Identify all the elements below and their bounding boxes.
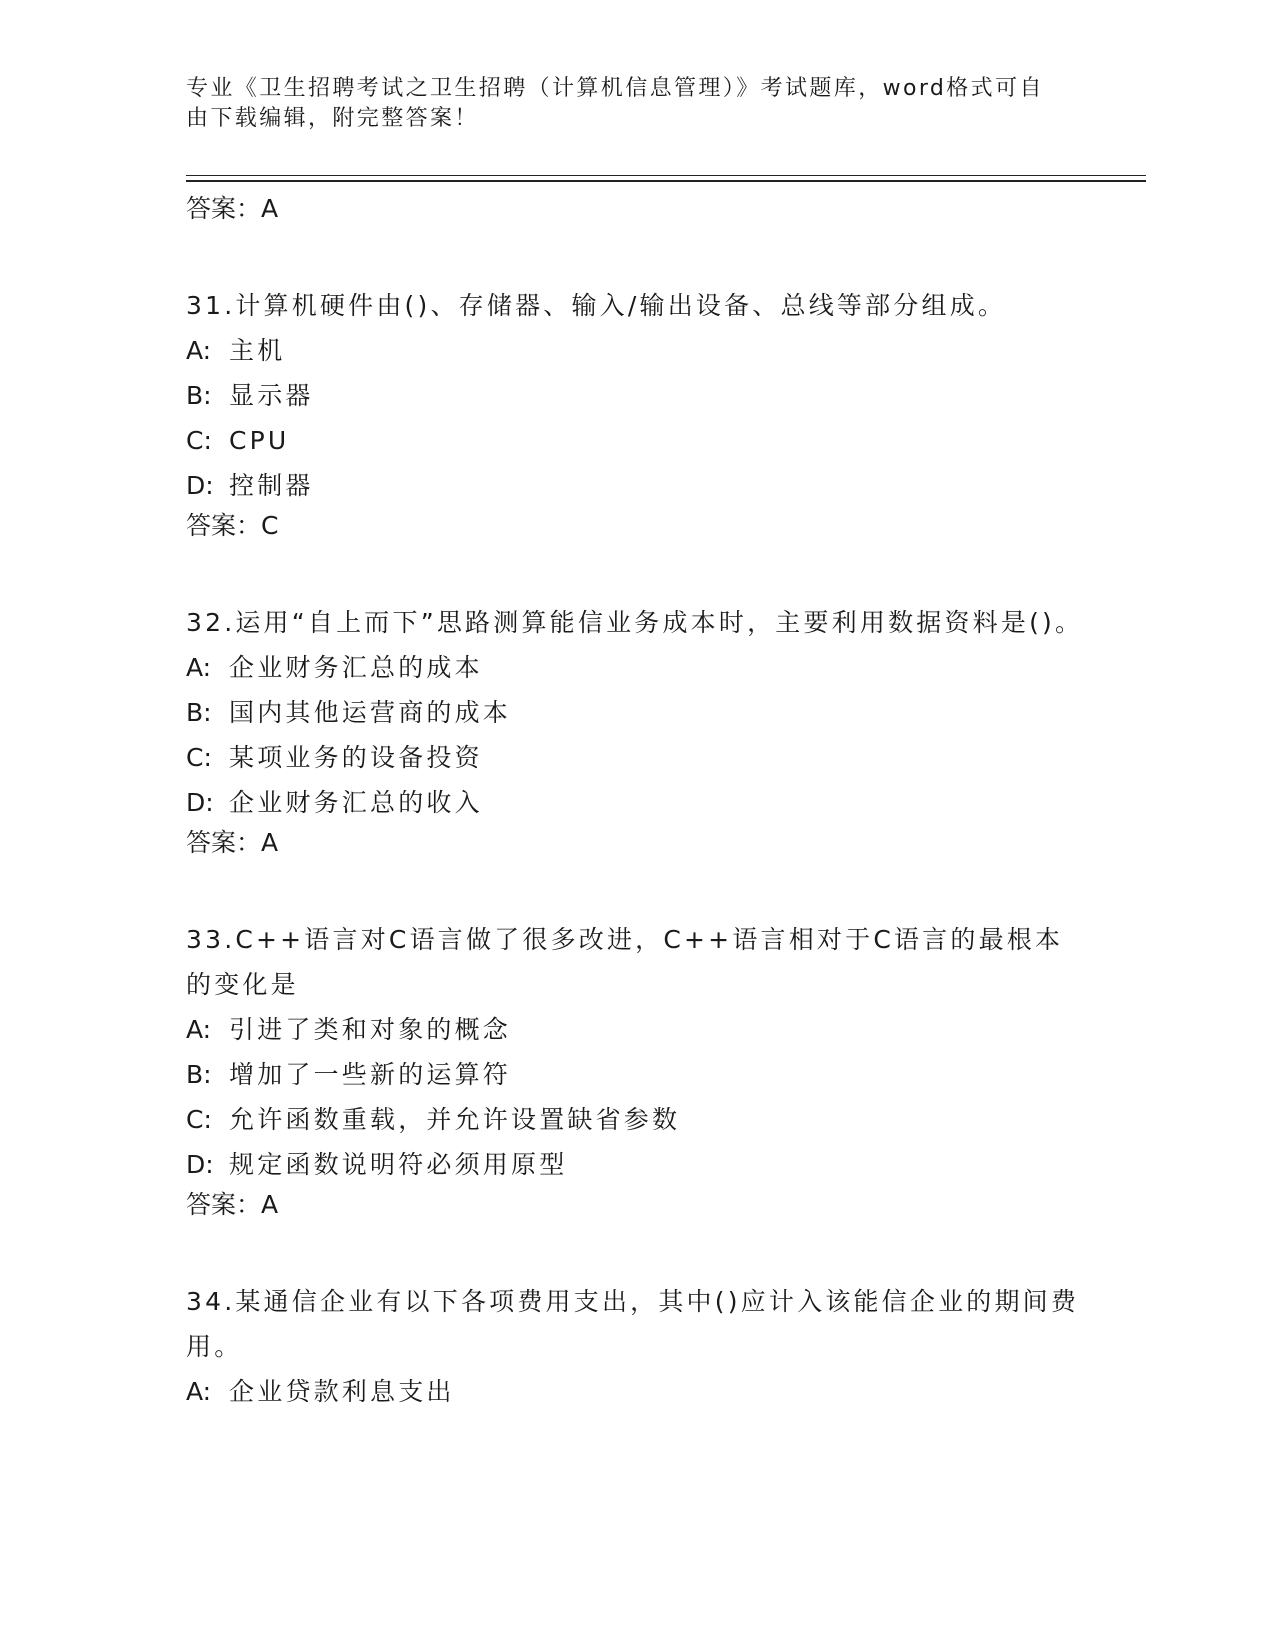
option-text: CPU — [229, 426, 290, 455]
option-text: 企业财务汇总的收入 — [229, 788, 483, 817]
question-stem: 34.某通信企业有以下各项费用支出，其中()应计入该能信企业的期间费用。 — [186, 1287, 1080, 1361]
option-c — [186, 735, 1086, 780]
option-b — [186, 373, 1086, 418]
option-text: 国内其他运营商的成本 — [229, 698, 512, 727]
option-c — [186, 418, 1086, 463]
answer-line: 答案：A — [186, 1190, 279, 1219]
option-a — [186, 645, 1086, 690]
option-text: 允许函数重载，并允许设置缺省参数 — [229, 1105, 681, 1134]
question-32 — [186, 600, 1086, 861]
option-key: A: — [186, 653, 212, 682]
option-text: 企业贷款利息支出 — [229, 1377, 455, 1406]
option-text: 引进了类和对象的概念 — [229, 1015, 512, 1044]
option-key: D: — [186, 788, 214, 817]
option-text: 增加了一些新的运算符 — [229, 1060, 512, 1089]
question-33 — [186, 917, 1086, 1223]
option-text: 规定函数说明符必须用原型 — [229, 1150, 568, 1179]
answer-line: 答案：A — [186, 828, 279, 857]
option-key: D: — [186, 1150, 214, 1179]
option-key: B: — [186, 381, 212, 410]
option-b — [186, 690, 1086, 735]
question-stem: 32.运用“自上而下”思路测算能信业务成本时，主要利用数据资料是()。 — [186, 608, 1084, 637]
option-a — [186, 328, 1086, 373]
option-b — [186, 1052, 1086, 1097]
question-stem: 31.计算机硬件由()、存储器、输入/输出设备、总线等部分组成。 — [186, 291, 1007, 320]
option-a — [186, 1369, 1086, 1414]
option-text: 显示器 — [229, 381, 314, 410]
option-key: C: — [186, 426, 212, 455]
answer-line: 答案：C — [186, 511, 279, 540]
question-list — [186, 191, 1086, 1414]
option-key: D: — [186, 471, 214, 500]
question-stem: 33.C++语言对C语言做了很多改进，C++语言相对于C语言的最根本的变化是 — [186, 925, 1064, 999]
option-d — [186, 1142, 1086, 1187]
option-key: B: — [186, 698, 212, 727]
document-header: 专业《卫生招聘考试之卫生招聘（计算机信息管理）》考试题库，word格式可自由下载编辑，附完整答案！ — [186, 76, 1044, 131]
option-key: B: — [186, 1060, 212, 1089]
option-key: C: — [186, 1105, 212, 1134]
question-31 — [186, 283, 1086, 544]
option-key: A: — [186, 1377, 212, 1406]
option-d — [186, 780, 1086, 825]
option-text: 主机 — [229, 336, 286, 365]
option-a — [186, 1007, 1086, 1052]
option-c — [186, 1097, 1086, 1142]
question-34 — [186, 1279, 1086, 1414]
answer-line: 答案：A — [186, 194, 279, 223]
option-text: 控制器 — [229, 471, 314, 500]
header-divider-thick — [186, 180, 1146, 182]
option-key: C: — [186, 743, 212, 772]
header-divider-thin — [186, 175, 1146, 176]
option-text: 某项业务的设备投资 — [229, 743, 483, 772]
option-key: A: — [186, 336, 212, 365]
option-d — [186, 463, 1086, 508]
option-text: 企业财务汇总的成本 — [229, 653, 483, 682]
option-key: A: — [186, 1015, 212, 1044]
